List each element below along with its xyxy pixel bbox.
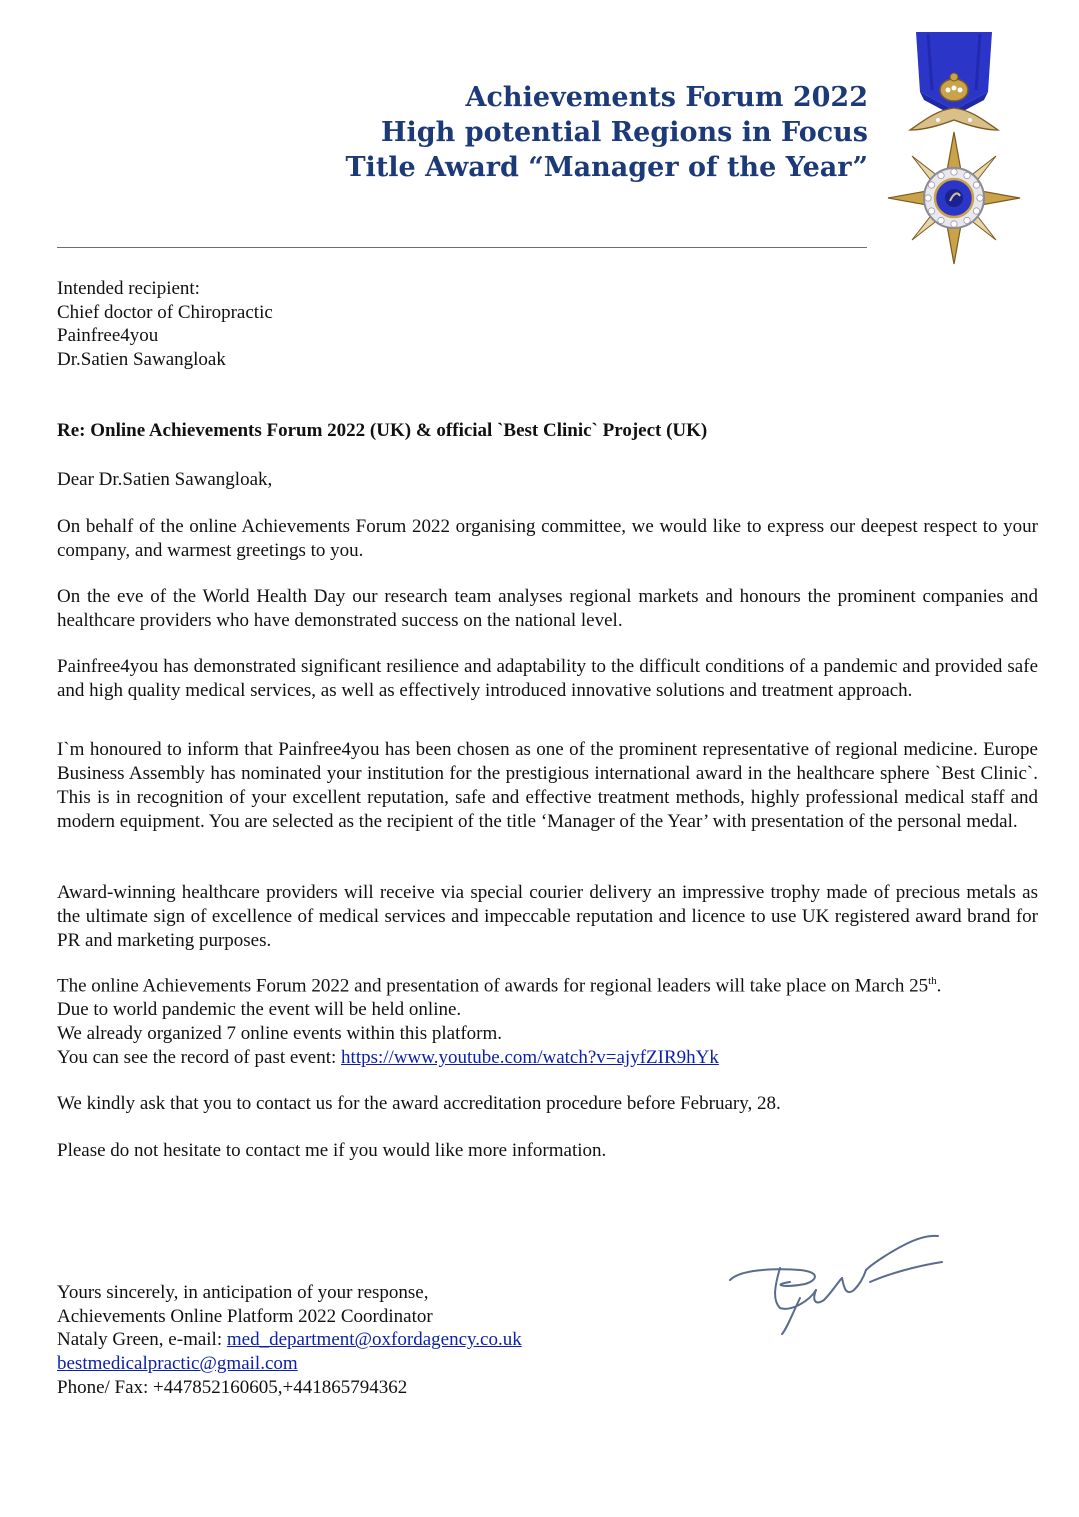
paragraph-research: On the eve of the World Health Day our research team analyses regional markets and honours the prominent companies and healthcare providers who have demonstrated success on the national level. xyxy=(57,586,1038,631)
event-record-label: You can see the record of past event: xyxy=(57,1047,342,1068)
event-date-period: . xyxy=(936,975,942,997)
salutation: Dear Dr.Satien Sawangloak, xyxy=(57,469,273,490)
youtube-link[interactable]: https://www.youtube.com/watch?v=ajyfZIR9hYk xyxy=(341,1047,719,1068)
closing-contact xyxy=(57,1328,522,1352)
paragraph-resilience: Painfree4you has demonstrated significant resilience and adaptability to the difficult conditions of a pandemic and provided safe and high quality medical services, as well as effectively introduced innovative solutions and treatment approach. xyxy=(57,656,1038,701)
closing-title: Achievements Online Platform 2022 Coordinator xyxy=(57,1305,433,1327)
header-forum-title: Achievements Forum 2022 xyxy=(465,82,868,113)
header-regions-title: High potential Regions in Focus xyxy=(381,117,868,148)
recipient-role: Chief doctor of Chiropractic xyxy=(57,301,273,323)
header-divider xyxy=(57,247,867,248)
closing-block xyxy=(57,1281,522,1400)
recipient-name: Dr.Satien Sawangloak xyxy=(57,348,226,370)
recipient-company: Painfree4you xyxy=(57,325,159,346)
closing-phone: Phone/ Fax: +447852160605,+441865794362 xyxy=(57,1376,408,1398)
event-date-text: The online Achievements Forum 2022 and presentation of awards for regional leaders will take place on March 25 xyxy=(57,975,929,997)
event-date-suffix: th xyxy=(928,975,937,987)
paragraph-trophy: Award-winning healthcare providers will receive via special courier delivery an impressive trophy made of precious metals as the ultimate sign of excellence of medical services and impeccable reputation and licence to use UK registered award brand for PR and marketing purposes. xyxy=(57,882,1038,951)
closing-regards: Yours sincerely, in anticipation of your response, xyxy=(57,1282,429,1303)
letter-header xyxy=(300,80,868,185)
medal-icon xyxy=(884,30,1024,266)
email-link-primary[interactable]: med_department@oxfordagency.co.uk xyxy=(226,1329,522,1351)
request-line: We kindly ask that you to contact us for the award accreditation procedure before February, 28. xyxy=(57,1093,781,1114)
contact-offer-line: Please do not hesitate to contact me if you would like more information. xyxy=(57,1140,607,1161)
event-record-line xyxy=(57,1047,719,1069)
paragraph-greeting: On behalf of the online Achievements Forum 2022 organising committee, we would like to express our deepest respect to your company, and warmest greetings to you. xyxy=(57,516,1038,561)
event-count-line: We already organized 7 online events within this platform. xyxy=(57,1023,503,1044)
closing-name: Nataly Green, e-mail: xyxy=(57,1329,227,1351)
recipient-block xyxy=(57,277,273,371)
paragraph-nomination: I`m honoured to inform that Painfree4you has been chosen as one of the prominent representative of regional medicine. Europe Business Assembly has nominated your institution for the prestigious international award in the healthcare sphere `Best Clinic`. This is in recognition of your excellent reputation, safe and effective treatment methods, highly professional medical staff and modern equipment. You are selected as the recipient of the title ‘Manager of the Year’ with presentation of the personal medal. xyxy=(57,739,1038,832)
event-date-line xyxy=(57,975,941,997)
header-award-title: Title Award “Manager of the Year” xyxy=(345,152,868,183)
email-link-secondary[interactable]: bestmedicalpractic@gmail.com xyxy=(57,1353,298,1375)
recipient-label: Intended recipient: xyxy=(57,278,200,299)
signature-icon xyxy=(720,1230,950,1340)
subject-line: Re: Online Achievements Forum 2022 (UK) & official `Best Clinic` Project (UK) xyxy=(57,420,708,441)
event-online-line: Due to world pandemic the event will be held online. xyxy=(57,999,462,1020)
